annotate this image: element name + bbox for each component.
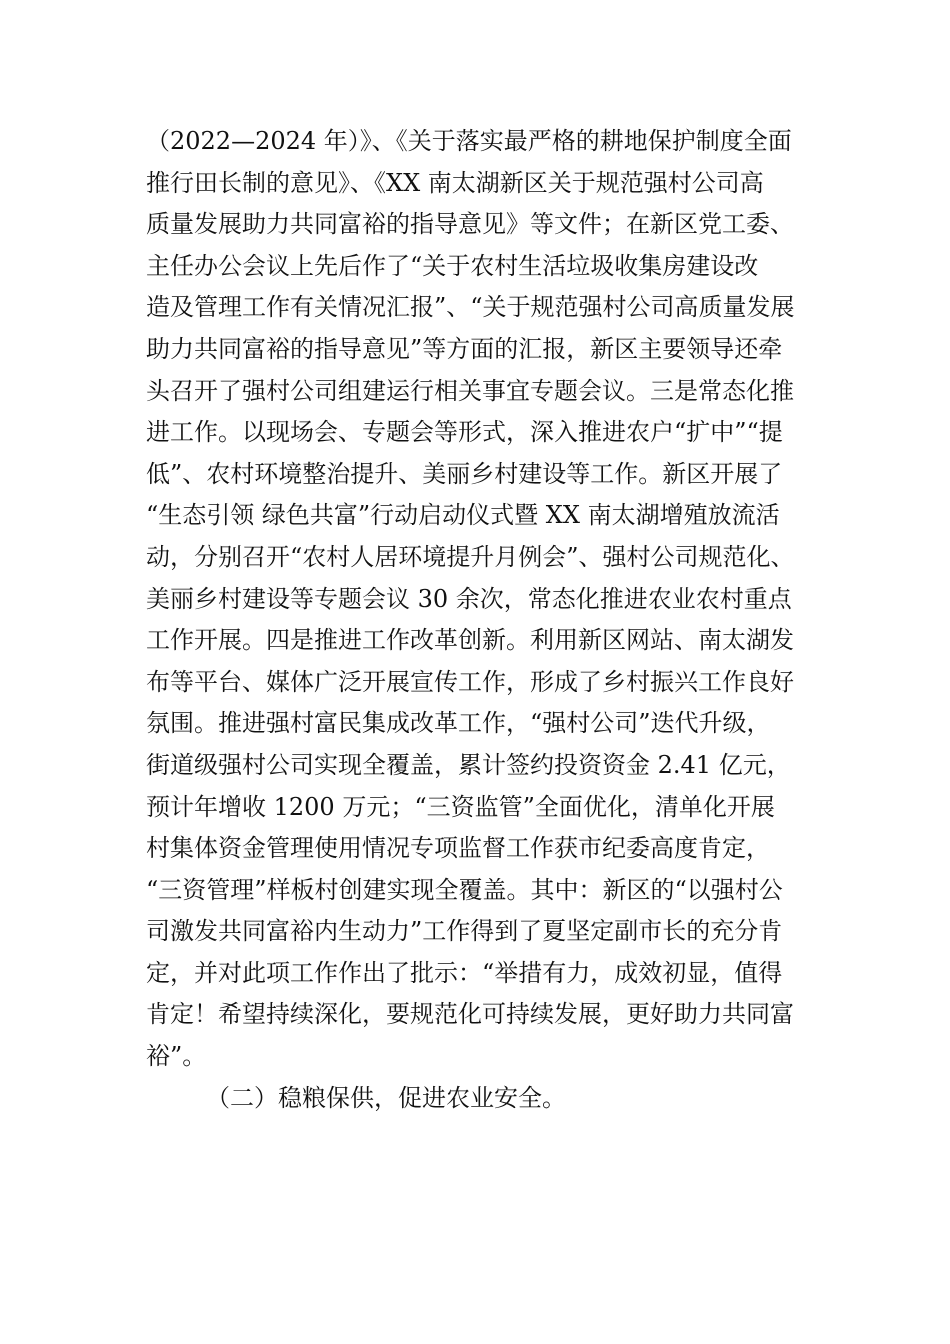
text-line: 低”、农村环境整治提升、美丽乡村建设等工作。新区开展了 [146,459,783,488]
text-line: 司激发共同富裕内生动力”工作得到了夏坚定副市长的充分肯 [146,917,783,946]
text-line: 村集体资金管理使用情况专项监督工作获市纪委高度肯定， [146,834,770,863]
text-line: （2022—2024 年）》、《关于落实最严格的耕地保护制度全面 [146,127,792,155]
text-line: 质量发展助力共同富裕的指导意见》等文件；在新区党工委、 [146,210,794,239]
text-line: 氛围。推进强村富民集成改革工作，“强村公司”迭代升级， [146,709,771,738]
text-line: 助力共同富裕的指导意见”等方面的汇报，新区主要领导还牵 [146,334,783,363]
text-line: 布等平台、媒体广泛开展宣传工作，形成了乡村振兴工作良好 [146,667,794,696]
text-line: 进工作。以现场会、专题会等形式，深入推进农户“扩中”“提 [146,418,783,447]
text-line: “三资管理”样板村创建实现全覆盖。其中：新区的“以强村公 [146,875,783,904]
text-line: 预计年增收 1200 万元；“三资监管”全面优化，清单化开展 [146,792,775,821]
text-line: “生态引领 绿色共富”行动启动仪式暨 XX 南太湖增殖放流活 [146,501,780,530]
text-line: 街道级强村公司实现全覆盖，累计签约投资资金 2.41 亿元， [146,750,791,779]
text-line: 肯定！希望持续深化，要规范化可持续发展，更好助力共同富 [146,1000,794,1029]
text-line: 头召开了强村公司组建运行相关事宜专题会议。三是常态化推 [146,376,794,405]
text-line: 造及管理工作有关情况汇报”、“关于规范强村公司高质量发展 [146,293,795,322]
text-line: 主任办公会议上先后作了“关于农村生活垃圾收集房建设改 [146,251,759,280]
text-line: 裕”。 [146,1042,207,1071]
body-text [146,121,826,1119]
section-heading: （二）稳粮保供，促进农业安全。 [206,1083,566,1112]
text-line: 定，并对此项工作作出了批示：“举措有力，成效初显，值得 [146,958,783,987]
text-line: 美丽乡村建设等专题会议 30 余次，常态化推进农业农村重点 [146,584,792,613]
text-line: 动，分别召开“农村人居环境提升月例会”、强村公司规范化、 [146,542,795,571]
text-line: 工作开展。四是推进工作改革创新。利用新区网站、南太湖发 [146,626,794,655]
text-line: 推行田长制的意见》、《XX 南太湖新区关于规范强村公司高 [146,168,764,197]
